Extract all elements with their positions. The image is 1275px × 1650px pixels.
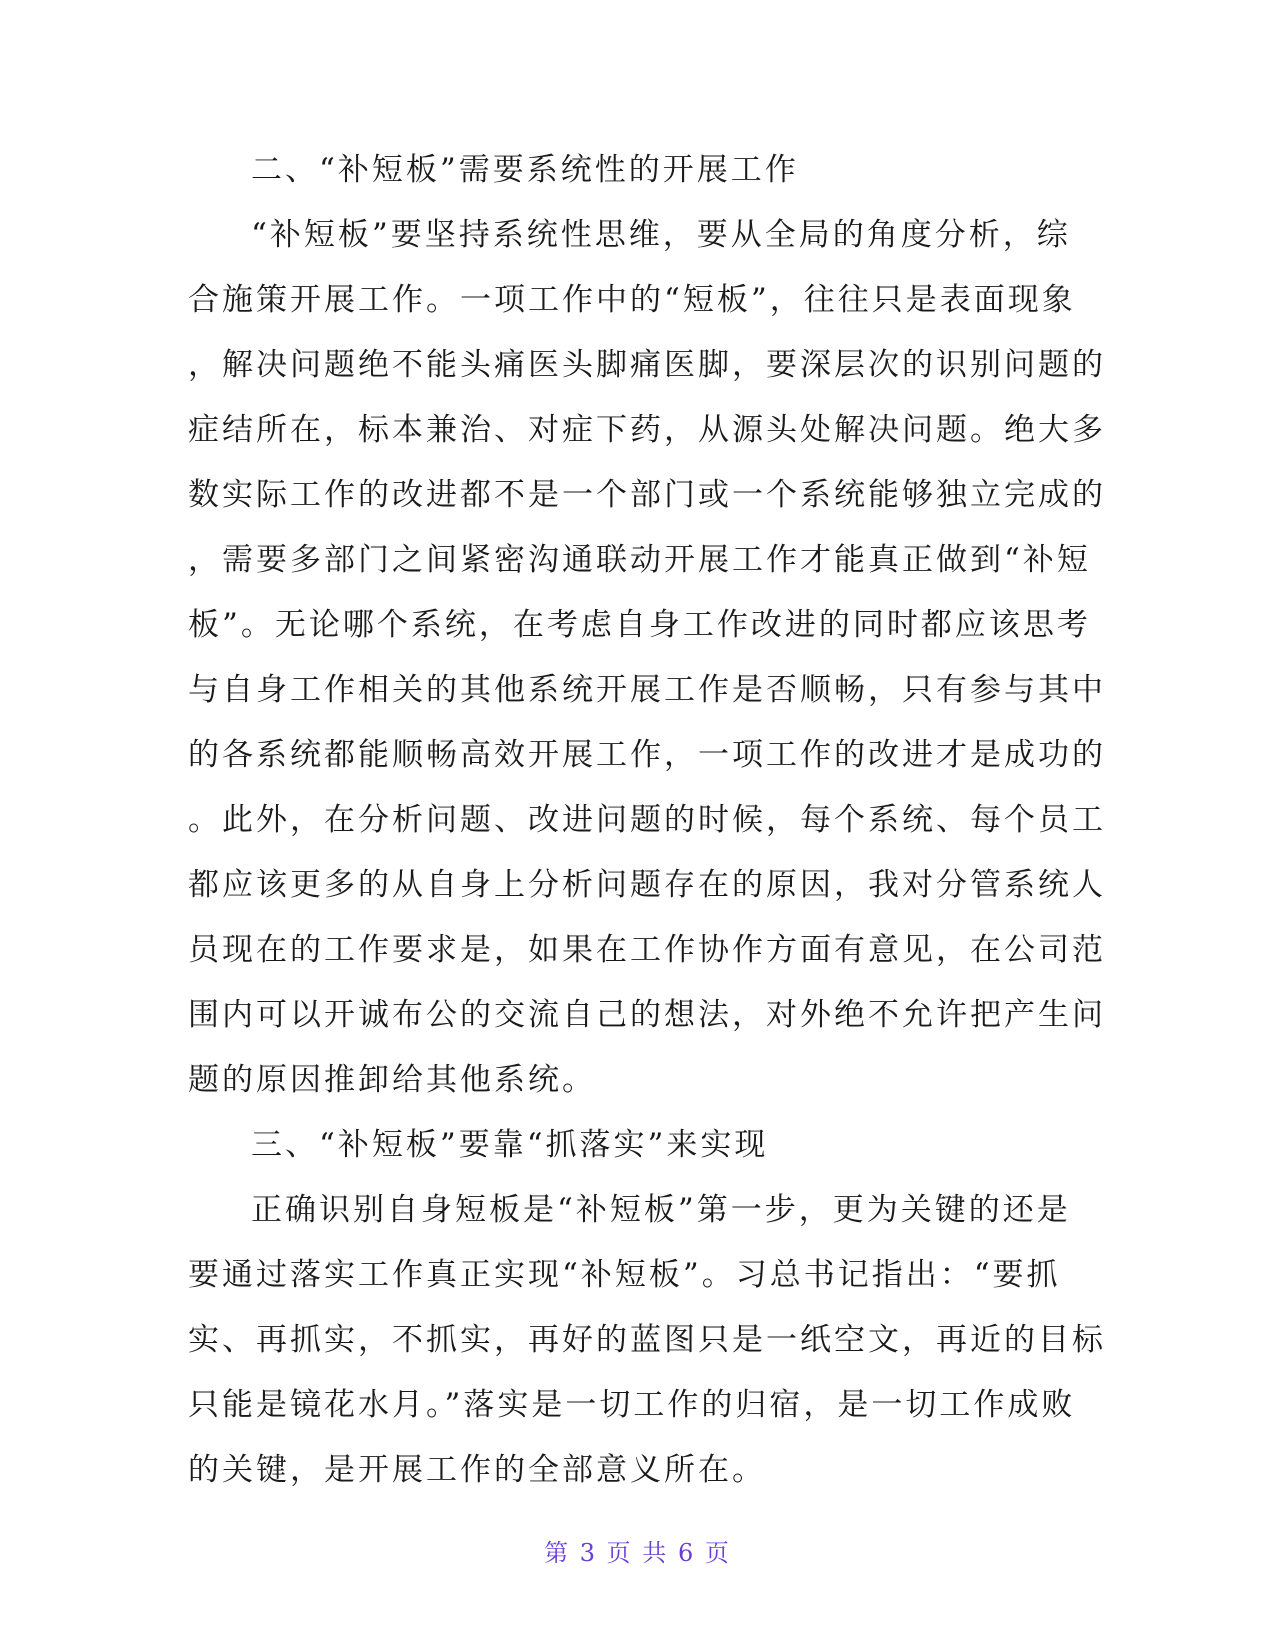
paragraph-line: 。此外，在分析问题、改进问题的时候，每个系统、每个员工: [188, 802, 1106, 838]
paragraph-line: 只能是镜花水月。”落实是一切工作的归宿，是一切工作成败: [188, 1387, 1076, 1423]
page-number-footer: 第 3 页 共 6 页: [544, 1539, 731, 1567]
paragraph-line: 板”。无论哪个系统，在考虑自身工作改进的同时都应该思考: [188, 607, 1091, 643]
paragraph-line: ，解决问题绝不能头痛医头脚痛医脚，要深层次的识别问题的: [188, 347, 1106, 383]
paragraph-line: 数实际工作的改进都不是一个部门或一个系统能够独立完成的: [188, 477, 1106, 513]
paragraph-line: 合施策开展工作。一项工作中的“短板”，往往只是表面现象: [188, 282, 1076, 318]
paragraph-line: 围内可以开诚布公的交流自己的想法，对外绝不允许把产生问: [188, 997, 1106, 1033]
paragraph-line: 的各系统都能顺畅高效开展工作，一项工作的改进才是成功的: [188, 737, 1106, 773]
paragraph-line: 症结所在，标本兼治、对症下药，从源头处解决问题。绝大多: [188, 412, 1106, 448]
paragraph-line: “补短板”要坚持系统性思维，要从全局的角度分析，综: [251, 217, 1071, 253]
paragraph-line: 与自身工作相关的其他系统开展工作是否顺畅，只有参与其中: [188, 672, 1106, 708]
section-heading-3: 三、“补短板”要靠“抓落实”来实现: [251, 1127, 769, 1163]
paragraph-line: 都应该更多的从自身上分析问题存在的原因，我对分管系统人: [188, 867, 1106, 903]
paragraph-line: 的关键，是开展工作的全部意义所在。: [188, 1452, 766, 1488]
paragraph-line: ，需要多部门之间紧密沟通联动开展工作才能真正做到“补短: [188, 542, 1091, 578]
document-body: [188, 138, 1106, 1503]
paragraph-line: 员现在的工作要求是，如果在工作协作方面有意见，在公司范: [188, 932, 1106, 968]
paragraph-line: 要通过落实工作真正实现“补短板”。习总书记指出：“要抓: [188, 1257, 1061, 1293]
paragraph-line: 正确识别自身短板是“补短板”第一步，更为关键的还是: [251, 1192, 1071, 1228]
section-heading-2: 二、“补短板”需要系统性的开展工作: [251, 152, 799, 188]
paragraph-line: 实、再抓实，不抓实，再好的蓝图只是一纸空文，再近的目标: [188, 1322, 1106, 1358]
paragraph-line: 题的原因推卸给其他系统。: [188, 1062, 596, 1098]
